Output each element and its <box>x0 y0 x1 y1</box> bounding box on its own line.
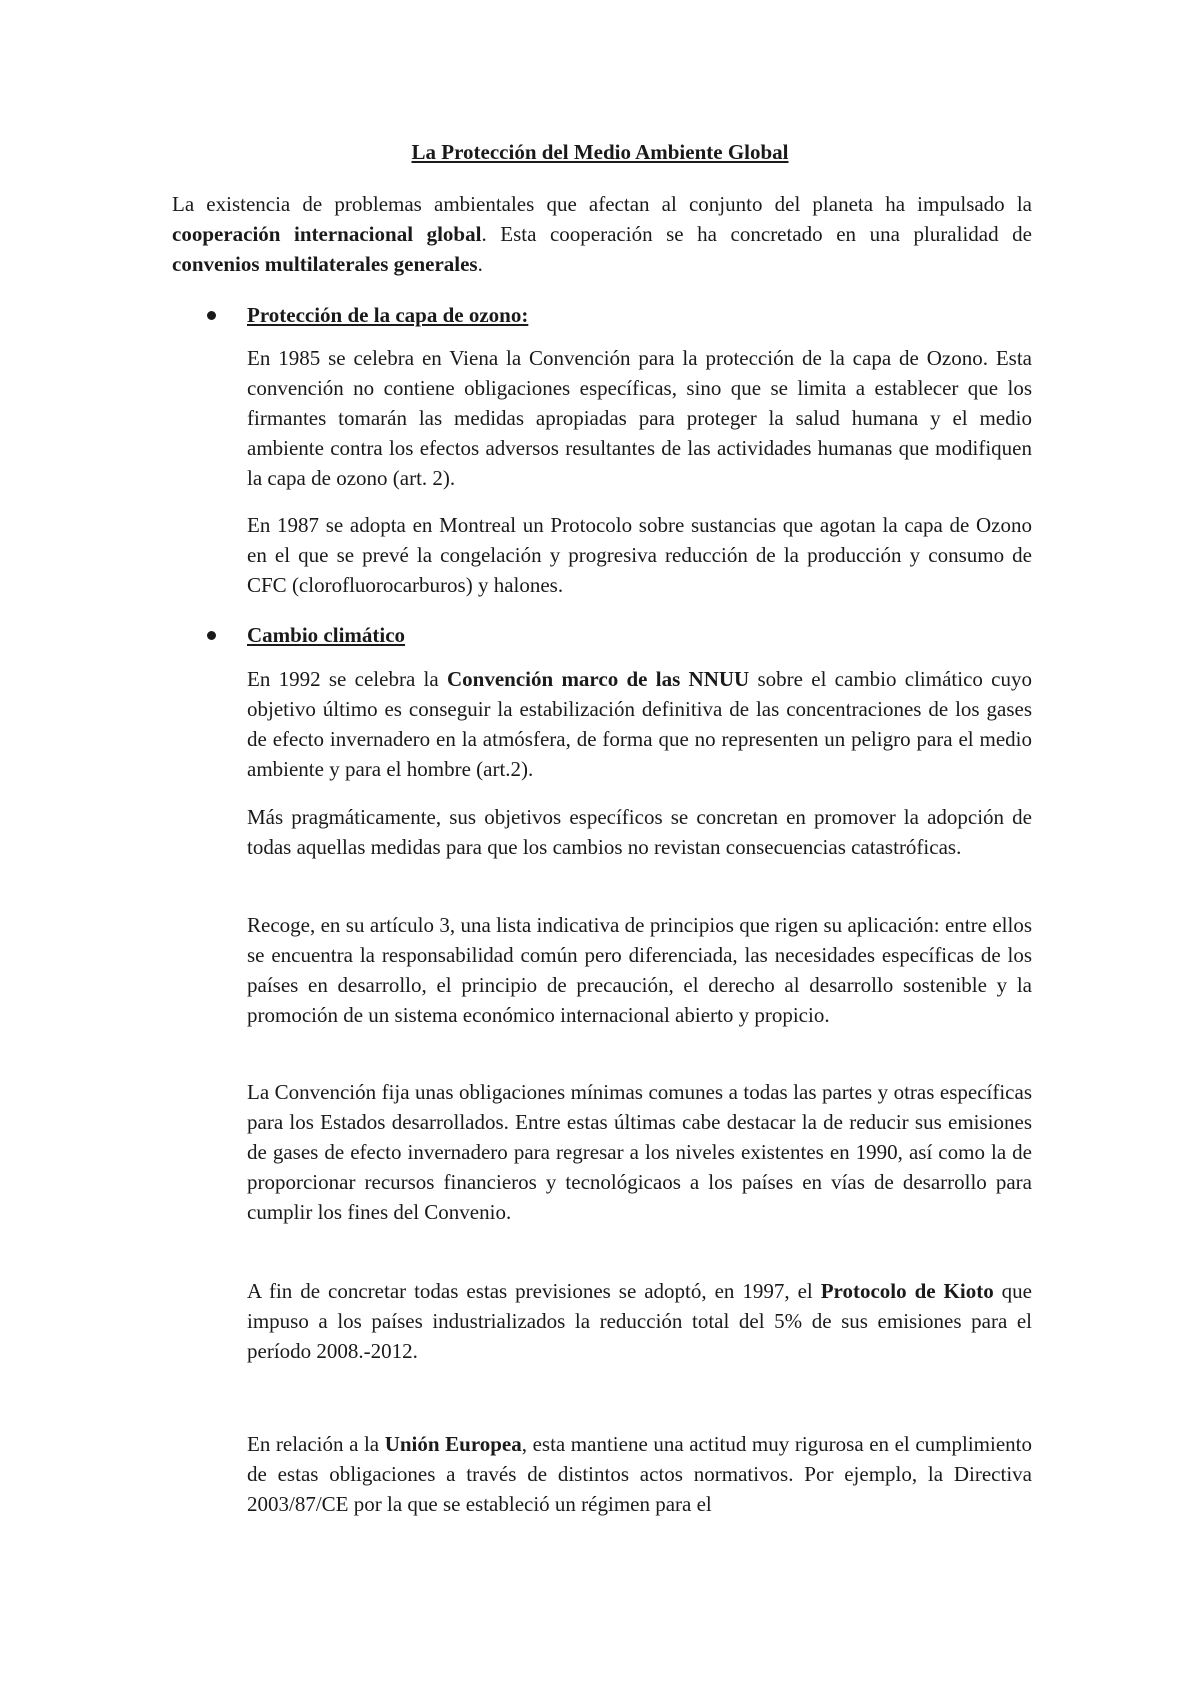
clima-p5-text-2: que impuso a los países industrializados la reducción total del 5% de sus emisiones para el período 2008.-2012. <box>247 1279 1032 1363</box>
clima-p1-bold: Convención marco de las NNUU <box>446 667 750 691</box>
section-heading-ozono: Protección de la capa de ozono: <box>247 303 529 327</box>
intro-paragraph <box>172 189 1032 279</box>
clima-p6-text-2: , esta mantiene una actitud muy rigurosa en el cumplimiento de estas obligaciones a través de distintos actos normativos. Por ejemplo, la Directiva 2003/87/CE por la que se estableció un régimen para el <box>247 1432 1032 1516</box>
clima-paragraph-2: Más pragmáticamente, sus objetivos específicos se concretan en promover la adopción de todas aquellas medidas para que los cambios no revistan consecuencias catastróficas. <box>247 805 1032 859</box>
intro-text-3: . <box>477 252 483 276</box>
intro-text-1: La existencia de problemas ambientales que afectan al conjunto del planeta ha impulsado la <box>172 192 1032 216</box>
ozono-paragraph-1: En 1985 se celebra en Viena la Convención para la protección de la capa de Ozono. Esta convención no contiene obligaciones específicas, sino que se limita a establecer que los firmantes tomarán las medidas apropiadas para proteger la salud humana y el medio ambiente contra los efectos adversos resultantes de las actividades humanas que modifiquen la capa de ozono (art. 2). <box>247 346 1032 490</box>
section-heading-clima: Cambio climático <box>247 623 406 647</box>
intro-bold-1: cooperación internacional global <box>172 222 482 246</box>
clima-paragraph-4: La Convención fija unas obligaciones mínimas comunes a todas las partes y otras específicas para los Estados desarrollados. Entre estas últimas cabe destacar la de reducir sus emisiones de gases de efecto invernadero para regresar a los niveles existentes en 1990, así como la de proporcionar recursos financieros y tecnológicaos a los países en vías de desarrollo para cumplir los fines del Convenio. <box>247 1080 1032 1224</box>
bullet-dot-icon <box>207 311 216 320</box>
document-title: La Protección del Medio Ambiente Global <box>411 140 789 164</box>
clima-paragraph-1 <box>247 664 1032 784</box>
intro-bold-2: convenios multilaterales generales <box>172 252 478 276</box>
intro-text-2: . Esta cooperación se ha concretado en una pluralidad de <box>481 222 1032 246</box>
bullet-dot-icon <box>207 631 216 640</box>
clima-p1-text-1: En 1992 se celebra la <box>247 667 447 691</box>
clima-p6-bold: Unión Europea <box>384 1432 522 1456</box>
clima-paragraph-6 <box>247 1429 1032 1519</box>
clima-p5-bold: Protocolo de Kioto <box>820 1279 994 1303</box>
clima-p5-text-1: A fin de concretar todas estas previsiones se adoptó, en 1997, el <box>247 1279 821 1303</box>
clima-p1-text-2: sobre el cambio climático cuyo objetivo último es conseguir la estabilización definitiva de las concentraciones de los gases de efecto invernadero en la atmósfera, de forma que no representen un peligro para el medio ambiente y para el hombre (art.2). <box>247 667 1032 781</box>
ozono-paragraph-2: En 1987 se adopta en Montreal un Protocolo sobre sustancias que agotan la capa de Ozono en el que se prevé la congelación y progresiva reducción de la producción y consumo de CFC (clorofluorocarburos) y halones. <box>247 513 1032 597</box>
clima-paragraph-5 <box>247 1276 1032 1366</box>
clima-p6-text-1: En relación a la <box>247 1432 385 1456</box>
clima-paragraph-3: Recoge, en su artículo 3, una lista indicativa de principios que rigen su aplicación: entre ellos se encuentra la responsabilidad común pero diferenciada, las necesidades específicas de los países en desarrollo, el principio de precaución, el derecho al desarrollo sostenible y la promoción de un sistema económico internacional abierto y propicio. <box>247 913 1032 1027</box>
